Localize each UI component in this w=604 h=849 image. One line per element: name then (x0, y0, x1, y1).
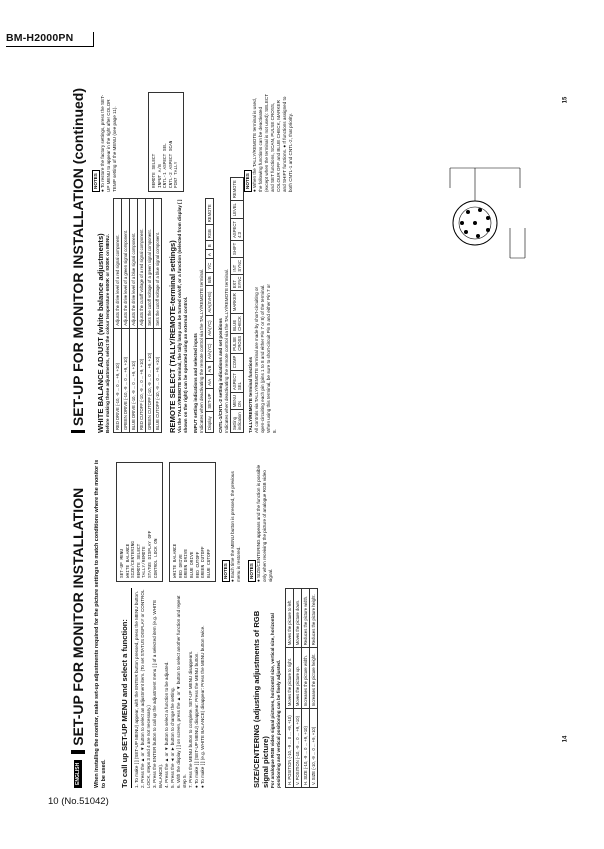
table-cell: BLUE CUTOFF (-10, -9 ... 0 ... +9, +10) (154, 328, 162, 432)
table-cell: Adjusts the cutoff voltage of a red signal component. (138, 199, 146, 329)
remote-select-heading: REMOTE SELECT (TALLY/REMOTE-terminal settings) (168, 240, 177, 433)
table-header-cell: REMOTE (206, 199, 214, 225)
table-header-cell: B (206, 241, 214, 250)
right-page (70, 88, 558, 433)
table-cell: Sets the cutoff voltage of a green signal component. (146, 199, 154, 329)
left-notes-2 (248, 462, 318, 582)
table-cell: Adjusts the drive level of a red signal component. (114, 199, 122, 329)
pin-dot (473, 221, 477, 225)
pin-dot (486, 216, 490, 220)
note-item: ● Each time the MENU button is pressed, the previous menu is restored. (230, 471, 242, 582)
step: 6. With the display [ ] on screen, press the ▲ or ▼ button to select another function and repeat step 5. (176, 595, 187, 788)
right-notes-bottom (244, 92, 294, 192)
table-header-cell: REMOTE (231, 178, 244, 201)
table-cell: Reduces the picture height. (310, 589, 318, 648)
menu-line: REMOTE SELECT (152, 153, 157, 188)
menu-line: WHITE BALANCE (125, 543, 131, 578)
left-page (70, 443, 558, 788)
table-cell: V. SIZE (-10, -9 ... 0 ... +9, +10) (310, 709, 318, 788)
step: 7. Press the MENU button to complete. SET-UP MENU disappears. (188, 650, 193, 788)
right-title: SET-UP FOR MONITOR INSTALLATION (continued) (70, 88, 86, 427)
left-intro: When installing the monitor, make set-up adjustments required for the picture settings to match conditions where the monitor is to be used. (94, 459, 107, 788)
step: 5. Press the ◄ or ► button to change the setting. (170, 687, 175, 788)
pin-dot (464, 230, 468, 234)
language-badge: ENGLISH (74, 760, 82, 788)
table-row (114, 199, 122, 433)
left-title: SET-UP FOR MONITOR INSTALLATION (70, 487, 86, 746)
header-rule (6, 46, 94, 47)
pin-dot (476, 234, 480, 238)
table-cell: Moves the picture to right. (286, 648, 294, 709)
steps-list (134, 588, 206, 788)
table-cell: RED CUTOFF (-10, -9 ... 0 ... +9, +10) (138, 328, 146, 432)
step: ● To make [ ] (SET-UP MENU) disappear: Press the MENU button. (194, 652, 199, 788)
white-balance-menu-screen (169, 462, 216, 582)
menu-line: CNTL-2 ASPECT SCAN (168, 140, 174, 188)
table-row (122, 199, 130, 433)
table-header-cell: A/A(YC) (206, 338, 214, 361)
table-header-cell: ASPECT SEL (231, 371, 244, 393)
table-header-cell: PULSE CROSS (231, 333, 244, 353)
cntl-table (230, 177, 244, 433)
table-cell: GREEN CUTOFF (-10, -9 ... 0 ... +9, +10) (146, 328, 154, 432)
menu-line: INPUT A/B (157, 164, 163, 188)
tally-heading: TALLY/REMOTE terminal functions (248, 356, 253, 433)
table-header-cell: COMP (231, 353, 244, 371)
table-header-cell: Display (206, 411, 214, 432)
table-row (138, 199, 146, 433)
wiring-lines (450, 168, 520, 201)
table-header-cell: BLUE CHECK (231, 314, 244, 334)
table-cell: Increases the picture width. (302, 648, 310, 709)
table-header-cell: A/A (206, 375, 214, 388)
notes-label: NOTES (92, 170, 100, 192)
page-number-left: 14 (562, 735, 569, 743)
table-header-cell: MENU ON (231, 392, 244, 409)
table-cell: RED DRIVE (-10, -9 ... 0 ... +9, +10) (114, 328, 122, 432)
remote-select-menu-screen (148, 92, 184, 192)
divider (131, 588, 132, 788)
left-title-row (70, 443, 86, 788)
notes-label: NOTES (244, 170, 252, 192)
table-header-cell: A (206, 250, 214, 259)
table-row (146, 199, 154, 433)
table-row (206, 199, 214, 433)
menu-line: CONTROL LOCK ON (153, 538, 159, 578)
setup-menu-screen (116, 462, 163, 582)
step: 4. Press the ▲ or ▼ button to select a function to be adjusted. (164, 661, 169, 788)
table-header-cell: A/B (206, 361, 214, 374)
menu-line: WHITE BALANCE (173, 543, 179, 578)
title-bar (71, 750, 85, 754)
title-bar (71, 430, 85, 433)
table-row (231, 178, 244, 433)
table-header-cell: EXT SYNC (231, 274, 244, 291)
menu-line: RED DRIVE (178, 554, 184, 578)
table-header-cell: Y/C (206, 259, 214, 273)
right-title-row (70, 88, 86, 433)
menu-line: BLUE DRIVE (189, 551, 195, 578)
step: 1. To make [ ] (SET-UP MENU) appear, with the ENTER button pressed, press the MENU button. (134, 591, 139, 788)
step: 2. Press the ▲ or ▼ button to select an adjustment item. (To set STATUS DISPLAY or CONTROL LOCK, steps 3 and 4 are not necessary.) (140, 589, 151, 788)
input-heading: INPUT setting indications and selected inputs (193, 333, 198, 433)
white-balance-heading: WHITE BALANCE ADJUST (white balance adjustments) (96, 233, 105, 433)
table-row (286, 589, 294, 788)
table-header-cell: SHIFT (231, 240, 244, 257)
table-cell: Reduces the picture width. (302, 589, 310, 648)
call-setup-heading: To call up SET-UP MENU and select a function: (120, 619, 129, 788)
menu-line: CNTL-1 ASPECT SEL (163, 143, 169, 188)
table-cell: Moves the picture to left. (286, 589, 294, 648)
table-header-cell: SET-UP (206, 388, 214, 411)
menu-line: TALLY/REMOTE (142, 546, 148, 578)
table-header-cell: RGB (206, 225, 214, 241)
menu-line: BLUE CUTOFF (206, 549, 212, 578)
cntl-heading: CNTL-1/CNTL-2 setting indications and set positions (218, 318, 223, 433)
table-row (294, 589, 302, 788)
note-item: ● To restore the factory settings, press the SET-UP MENU to appear in the right after COLOR TEMP setting of the MENU (see page 11). (100, 94, 117, 192)
input-note: Indicates when deactivating the remote control via the TALLY/REMOTE terminal. (199, 269, 204, 433)
table-row (130, 199, 138, 433)
table-header-cell: ASPECT 4:3 (231, 219, 244, 241)
size-centering-heading: SIZE/CENTERING (adjusting adjustments of RGB signal picture) (252, 610, 271, 788)
menu-line: REMOTE SELECT (136, 543, 142, 578)
table-cell: BLUE DRIVE (-10, -9 ... 0 ... +9, +10) (130, 328, 138, 432)
table-cell: Adjusts the drive level of a green signal component. (122, 199, 130, 329)
menu-line: SET-UP MENU (120, 549, 125, 578)
model-number: BM-H2000PN (6, 32, 74, 44)
size-centering-table (285, 588, 318, 788)
pin-dot (460, 221, 464, 225)
note-item: ● SIZE/CENTERING appears and the function is possible only when receiving the picture of analogue RGB video signal. (256, 464, 274, 582)
table-cell: H. POSITION (-10, -9 ... 0 ... +9, +10) (286, 709, 294, 788)
note-item: ● When the TALLY/REMOTE terminal is used, the following functions can be deactivated (except when the terminal is not used): SELECT and SET functions, SCAN, PULSE CROSS, COLOUR OFF and BLUE CHECK, MARKER and SHIFT functions. ● If functions assigned to both CNTL-1 and CNTL-2, that priority. (251, 94, 293, 192)
right-notes-top (92, 92, 118, 192)
table-cell: Moves the picture down. (294, 589, 302, 648)
table-header-cell: A/A(SVHS) (206, 286, 214, 316)
table-cell: Adjusts the drive level of a blue signal component. (130, 199, 138, 329)
menu-line: GREEN DRIVE (184, 549, 190, 578)
table-cell: Increases the picture height. (310, 648, 318, 709)
notes-label: NOTES (248, 560, 256, 582)
table-header-cell: A/A(YC) (206, 315, 214, 338)
tally-connector-diagram (430, 158, 540, 268)
notes-label: NOTES (222, 560, 230, 582)
pin-dot (486, 228, 490, 232)
menu-line: SIZE/CENTERING (131, 541, 137, 578)
step: 3. Press the ENTER button to call up the adjustment menu [ ] of a selected item (e.g. WHITE BALANCE). (152, 599, 163, 788)
footer-doc-number: 10 (No.51042) (48, 796, 109, 807)
switch-lines (510, 228, 525, 258)
menu-line: GREEN CUTOFF (201, 546, 207, 578)
table-header-cell: INT SYNC (231, 257, 244, 274)
table-header-cell: MARKER (231, 291, 244, 314)
remote-select-intro: Via the TALLY/REMOTE terminal, the tally lamp can be turned on/off, or a function (selected from display [ ] shown on the right) can be operated using an external control. (177, 199, 188, 433)
table-header-cell: Setting indication (231, 410, 244, 433)
rotated-manual-spread (70, 88, 558, 788)
table-row (302, 589, 310, 788)
menu-line: STATUS DISPLAY OFF (147, 530, 153, 578)
table-header-cell: LEVEL (231, 201, 244, 219)
cntl-note: Indicates when deactivating the remote control via the TALLY/REMOTE terminal. (224, 269, 229, 433)
input-table (205, 198, 214, 433)
tally-text: All controls via TALLY/REMOTE terminal are made by short-circuiting or open-circuiting each pin (pins 1 to 8 and either Pin 7 or 8) of the terminal. When using this terminal, be sure to short-circuit Pin 5 and either Pin 7 or 8. (254, 284, 277, 433)
pin-dot (466, 210, 470, 214)
page-number-right: 15 (562, 96, 569, 104)
table-row (154, 199, 162, 433)
size-centering-intro: For analogue RGB video signal pictures, horizontal size, vertical size, horizontal positioning and vertical positioning can be finely adjusted. (270, 613, 282, 788)
menu-line: RED CUTOFF (195, 551, 201, 578)
table-cell: Moves the picture up. (294, 648, 302, 709)
table-cell: H. SIZE (-10, -9 ... 0 ... +9, +10) (302, 709, 310, 788)
menu-line: PIN7 TALLY (174, 161, 180, 188)
table-cell: Sets the cutoff voltage of a blue signal component. (154, 199, 162, 329)
table-cell: GREEN DRIVE (-10, -9 ... 0 ... +9, +10) (122, 328, 130, 432)
left-notes (222, 462, 242, 582)
header-rule-vertical (93, 32, 94, 47)
table-header-cell: B/B (206, 272, 214, 285)
white-balance-intro: Before making these adjustments, select the colour temperature 6500K or 9300K on MENU. (105, 234, 110, 433)
table-cell: V. POSITION (-10, -9 ... 0 ... +9, +10) (294, 709, 302, 788)
step: ● To make [ ] (e.g. WHITE BALANCE) disappear: Press the MENU button twice. (200, 625, 205, 788)
table-row (310, 589, 318, 788)
pin-dot (478, 208, 482, 212)
white-balance-table (113, 198, 162, 433)
